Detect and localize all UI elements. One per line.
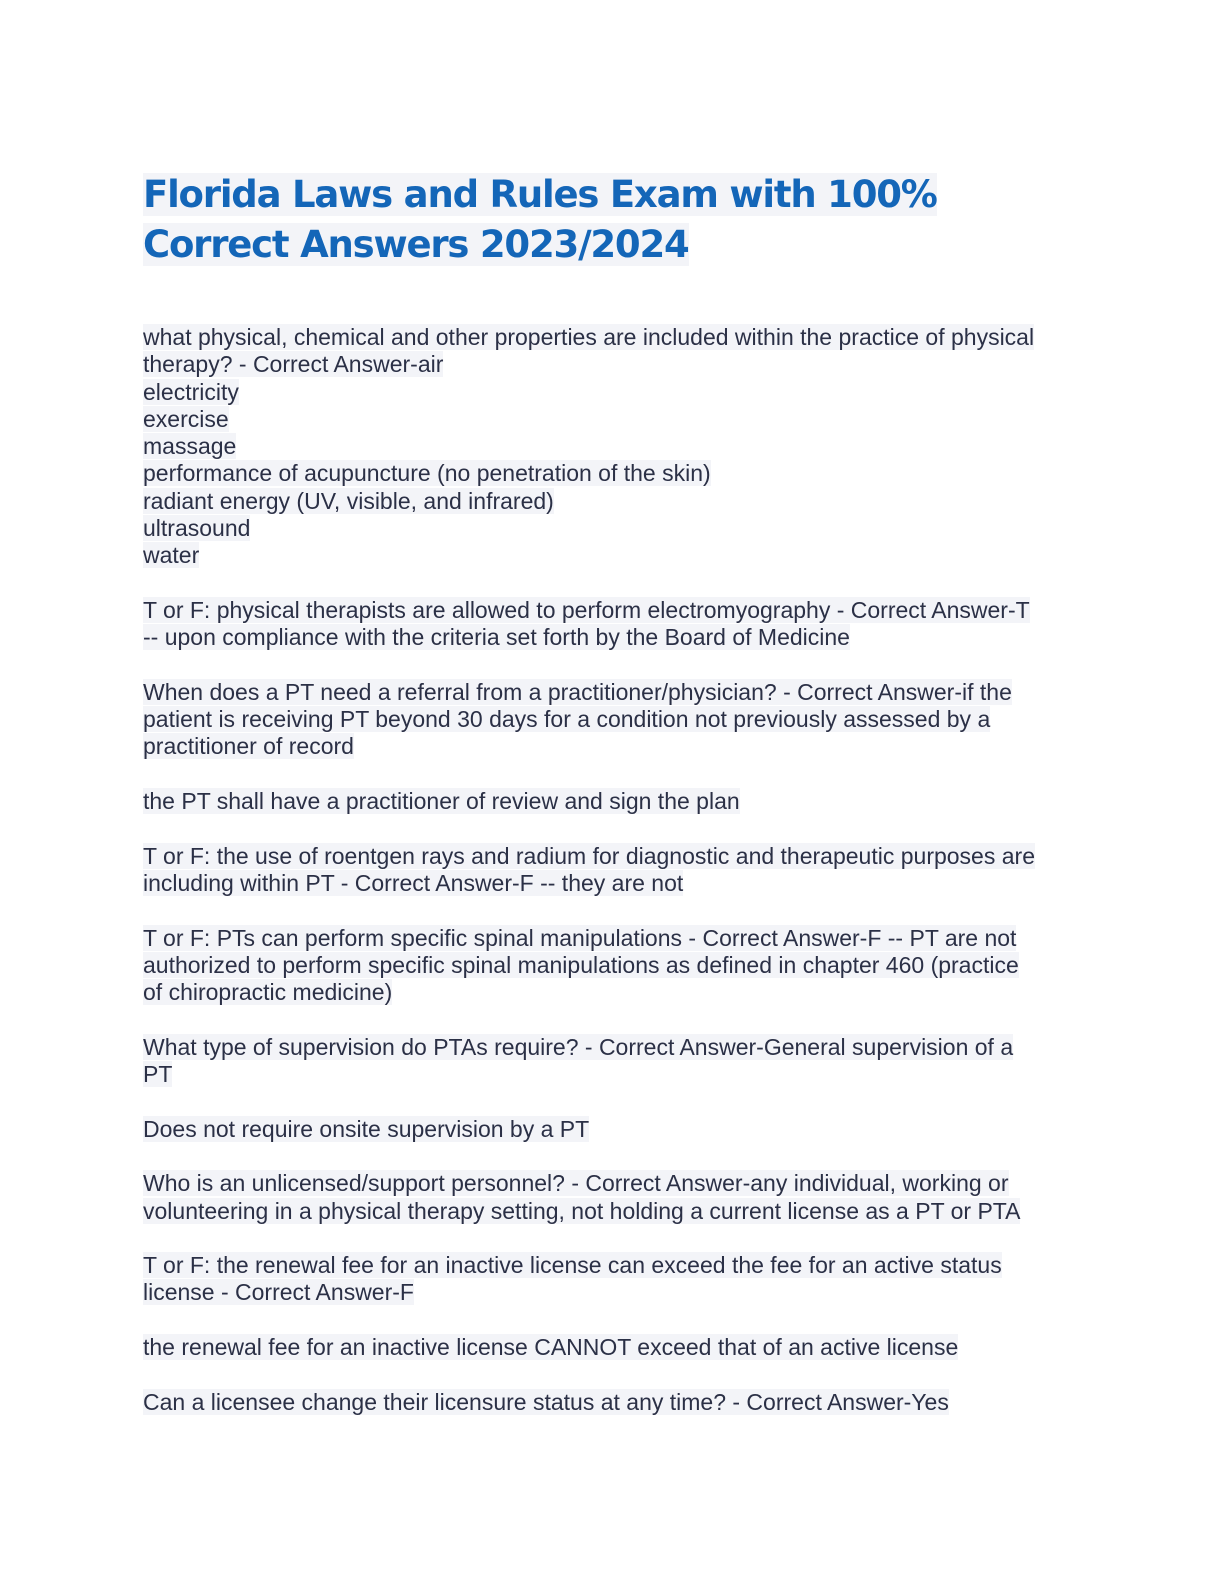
paragraph-line: radiant energy (UV, visible, and infrared) bbox=[143, 487, 554, 514]
paragraph-line: the renewal fee for an inactive license CANNOT exceed that of an active license bbox=[143, 1333, 959, 1360]
document-title bbox=[143, 170, 943, 270]
qa-paragraph bbox=[143, 1116, 1083, 1143]
paragraph-line: volunteering in a physical therapy setting, not holding a current license as a PT or PTA bbox=[143, 1197, 1021, 1224]
qa-paragraph bbox=[143, 597, 1083, 652]
paragraph-line: the PT shall have a practitioner of review and sign the plan bbox=[143, 788, 740, 815]
paragraph-line: what physical, chemical and other properties are included within the practice of physical bbox=[143, 324, 1035, 350]
paragraph-line: electricity bbox=[143, 378, 239, 405]
paragraph-line: ultrasound bbox=[143, 515, 251, 542]
qa-paragraph bbox=[143, 1334, 1083, 1361]
qa-paragraph bbox=[143, 925, 1083, 1007]
title-line-1: Florida Laws and Rules Exam with 100% bbox=[143, 173, 937, 216]
qa-paragraph bbox=[143, 788, 1083, 815]
document-body bbox=[143, 324, 1083, 1443]
paragraph-line: of chiropractic medicine) bbox=[143, 979, 393, 1006]
qa-paragraph bbox=[143, 679, 1083, 761]
paragraph-line: T or F: the use of roentgen rays and radium for diagnostic and therapeutic purposes are bbox=[143, 842, 1035, 869]
paragraph-line: including within PT - Correct Answer-F -- they are not bbox=[143, 869, 684, 896]
paragraph-line: water bbox=[143, 542, 200, 569]
paragraph-line: T or F: the renewal fee for an inactive license can exceed the fee for an active status bbox=[143, 1252, 1002, 1279]
paragraph-line: authorized to perform specific spinal manipulations as defined in chapter 460 (practice bbox=[143, 951, 1019, 978]
paragraph-line: exercise bbox=[143, 405, 229, 432]
qa-paragraph bbox=[143, 324, 1083, 570]
paragraph-line: Does not require onsite supervision by a PT bbox=[143, 1115, 590, 1142]
title-line-2: Correct Answers 2023/2024 bbox=[143, 223, 689, 266]
qa-paragraph bbox=[143, 1034, 1083, 1089]
paragraph-line: practitioner of record bbox=[143, 733, 354, 760]
qa-paragraph bbox=[143, 1170, 1083, 1225]
paragraph-line: T or F: physical therapists are allowed to perform electromyography - Correct Answer-T bbox=[143, 596, 1030, 623]
paragraph-line: Who is an unlicensed/support personnel? - Correct Answer-any individual, working or bbox=[143, 1170, 1009, 1197]
paragraph-line: What type of supervision do PTAs require? - Correct Answer-General supervision of a bbox=[143, 1033, 1014, 1060]
paragraph-line: massage bbox=[143, 433, 237, 460]
paragraph-line: PT bbox=[143, 1061, 173, 1088]
paragraph-line: therapy? - Correct Answer-air bbox=[143, 351, 444, 378]
paragraph-line: When does a PT need a referral from a practitioner/physician? - Correct Answer-if the bbox=[143, 678, 1012, 705]
qa-paragraph bbox=[143, 1389, 1083, 1416]
paragraph-line: patient is receiving PT beyond 30 days for a condition not previously assessed by a bbox=[143, 706, 991, 733]
paragraph-line: Can a licensee change their licensure status at any time? - Correct Answer-Yes bbox=[143, 1388, 949, 1415]
paragraph-line: -- upon compliance with the criteria set forth by the Board of Medicine bbox=[143, 624, 850, 651]
paragraph-line: performance of acupuncture (no penetration of the skin) bbox=[143, 460, 711, 487]
qa-paragraph bbox=[143, 1252, 1083, 1307]
qa-paragraph bbox=[143, 843, 1083, 898]
paragraph-line: license - Correct Answer-F bbox=[143, 1279, 414, 1306]
paragraph-line: T or F: PTs can perform specific spinal manipulations - Correct Answer-F -- PT are not bbox=[143, 924, 1017, 951]
